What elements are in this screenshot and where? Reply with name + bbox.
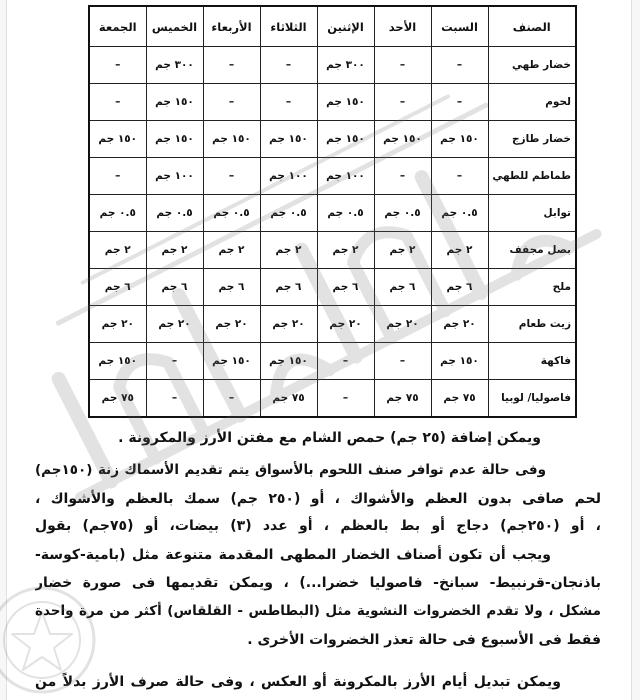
text-line: مشكل ، ولا تقدم الخضروات النشوية مثل (البطاطس - القلقاس) أكثر من مرة واحدة [35,603,601,619]
header-item: الصنف [488,6,576,47]
cell-tuesday: ٠.٥ جم [260,195,317,232]
item-name: فاصوليا/ لوبيا [488,380,576,418]
body-text [35,0,601,700]
cell-saturday: – [431,84,488,121]
cell-monday: – [317,380,374,418]
cell-wednesday: ٢٠ جم [203,306,260,343]
cell-wednesday: – [203,158,260,195]
cell-thursday: ١٠٠ جم [146,158,203,195]
cell-wednesday: ٢ جم [203,232,260,269]
cell-saturday: ١٥٠ جم [431,343,488,380]
cell-wednesday: ٠.٥ جم [203,195,260,232]
text-line: فقط فى الأسبوع فى حالة تعذر الخضروات الأخرى . [247,632,601,648]
cell-tuesday: ١٥٠ جم [260,343,317,380]
cell-thursday: – [146,380,203,418]
cell-thursday: ٦ جم [146,269,203,306]
cell-friday: ١٥٠ جم [89,121,146,158]
cell-monday: ٦ جم [317,269,374,306]
cell-friday: – [89,158,146,195]
cell-sunday: ٠.٥ جم [374,195,431,232]
text-line: ويمكن إضافة (٢٥ جم) حمص الشام مع مفتن الأرز والمكرونة . [118,430,541,446]
cell-saturday: ٦ جم [431,269,488,306]
header-wednesday: الأربعاء [203,6,260,47]
cell-sunday: ٢٠ جم [374,306,431,343]
item-name: بصل مجفف [488,232,576,269]
cell-monday: ١٥٠ جم [317,84,374,121]
cell-tuesday: ٦ جم [260,269,317,306]
cell-thursday: ٠.٥ جم [146,195,203,232]
cell-tuesday: ١٠٠ جم [260,158,317,195]
cell-tuesday: – [260,84,317,121]
cell-tuesday: ١٥٠ جم [260,121,317,158]
cell-monday: ٢ جم [317,232,374,269]
cell-monday: ١٥٠ جم [317,121,374,158]
cell-sunday: ٢ جم [374,232,431,269]
header-monday: الإثنين [317,6,374,47]
cell-saturday: ٠.٥ جم [431,195,488,232]
cell-friday: ٦ جم [89,269,146,306]
text-line: ، أو (٢٥٠جم) دجاج أو بط بالعظم ، أو عدد (٣) بيضات، أو (٧٥جم) بقول [35,518,601,534]
cell-wednesday: ٦ جم [203,269,260,306]
header-tuesday: الثلاثاء [260,6,317,47]
cell-friday: ٠.٥ جم [89,195,146,232]
cell-wednesday: – [203,84,260,121]
cell-thursday: ٣٠٠ جم [146,47,203,84]
item-name: طماطم للطهي [488,158,576,195]
cell-friday: ٢ جم [89,232,146,269]
cell-tuesday: ٢٠ جم [260,306,317,343]
cell-friday: – [89,47,146,84]
cell-friday: ٧٥ جم [89,380,146,418]
cell-thursday: ١٥٠ جم [146,84,203,121]
text-line: ويمكن تبديل أيام الأرز بالمكرونة أو العكس ، وفى حالة صرف الأرز بدلاً من [35,674,561,690]
cell-saturday: – [431,158,488,195]
cell-saturday: – [431,47,488,84]
cell-sunday: ٦ جم [374,269,431,306]
cell-saturday: ١٥٠ جم [431,121,488,158]
item-name: ملح [488,269,576,306]
header-friday: الجمعة [89,6,146,47]
cell-tuesday: – [260,47,317,84]
cell-sunday: – [374,158,431,195]
text-line: لحم صافى بدون العظم والأشواك ، أو (٢٥٠ جم) سمك بالعظم والأشواك ، [35,491,601,507]
cell-sunday: ١٥٠ جم [374,121,431,158]
item-name: فاكهة [488,343,576,380]
cell-saturday: ٢ جم [431,232,488,269]
text-line: وفى حالة عدم توافر صنف اللحوم بالأسواق يتم تقديم الأسماك زنة (١٥٠جم) [35,462,546,478]
header-thursday: الخميس [146,6,203,47]
cell-thursday: ٢٠ جم [146,306,203,343]
cell-monday: ٣٠٠ جم [317,47,374,84]
header-saturday: السبت [431,6,488,47]
cell-wednesday: – [203,47,260,84]
item-name: خضار طازج [488,121,576,158]
cell-monday: – [317,343,374,380]
cell-saturday: ٢٠ جم [431,306,488,343]
cell-monday: ٢٠ جم [317,306,374,343]
cell-sunday: ٧٥ جم [374,380,431,418]
cell-sunday: – [374,47,431,84]
cell-thursday: ٢ جم [146,232,203,269]
item-name: زيت طعام [488,306,576,343]
cell-saturday: ٧٥ جم [431,380,488,418]
cell-monday: ٠.٥ جم [317,195,374,232]
cell-wednesday: ١٥٠ جم [203,121,260,158]
item-name: خضار طهي [488,47,576,84]
cell-sunday: – [374,84,431,121]
item-name: لحوم [488,84,576,121]
cell-tuesday: ٢ جم [260,232,317,269]
cell-friday: – [89,84,146,121]
cell-tuesday: ٧٥ جم [260,380,317,418]
header-sunday: الأحد [374,6,431,47]
cell-friday: ١٥٠ جم [89,343,146,380]
cell-wednesday: ١٥٠ جم [203,343,260,380]
cell-thursday: – [146,343,203,380]
cell-monday: ١٠٠ جم [317,158,374,195]
cell-thursday: ١٥٠ جم [146,121,203,158]
cell-friday: ٢٠ جم [89,306,146,343]
item-name: توابل [488,195,576,232]
cell-wednesday: – [203,380,260,418]
text-line: باذنجان-قرنبيط- سبانخ- فاصوليا خضرا...) ، ويمكن تقديمها فى صورة خضار [35,575,601,591]
cell-sunday: – [374,343,431,380]
text-line: ويجب أن تكون أصناف الخضار المطهى المقدمة متنوعة مثل (بامية-كوسة- [35,547,551,563]
